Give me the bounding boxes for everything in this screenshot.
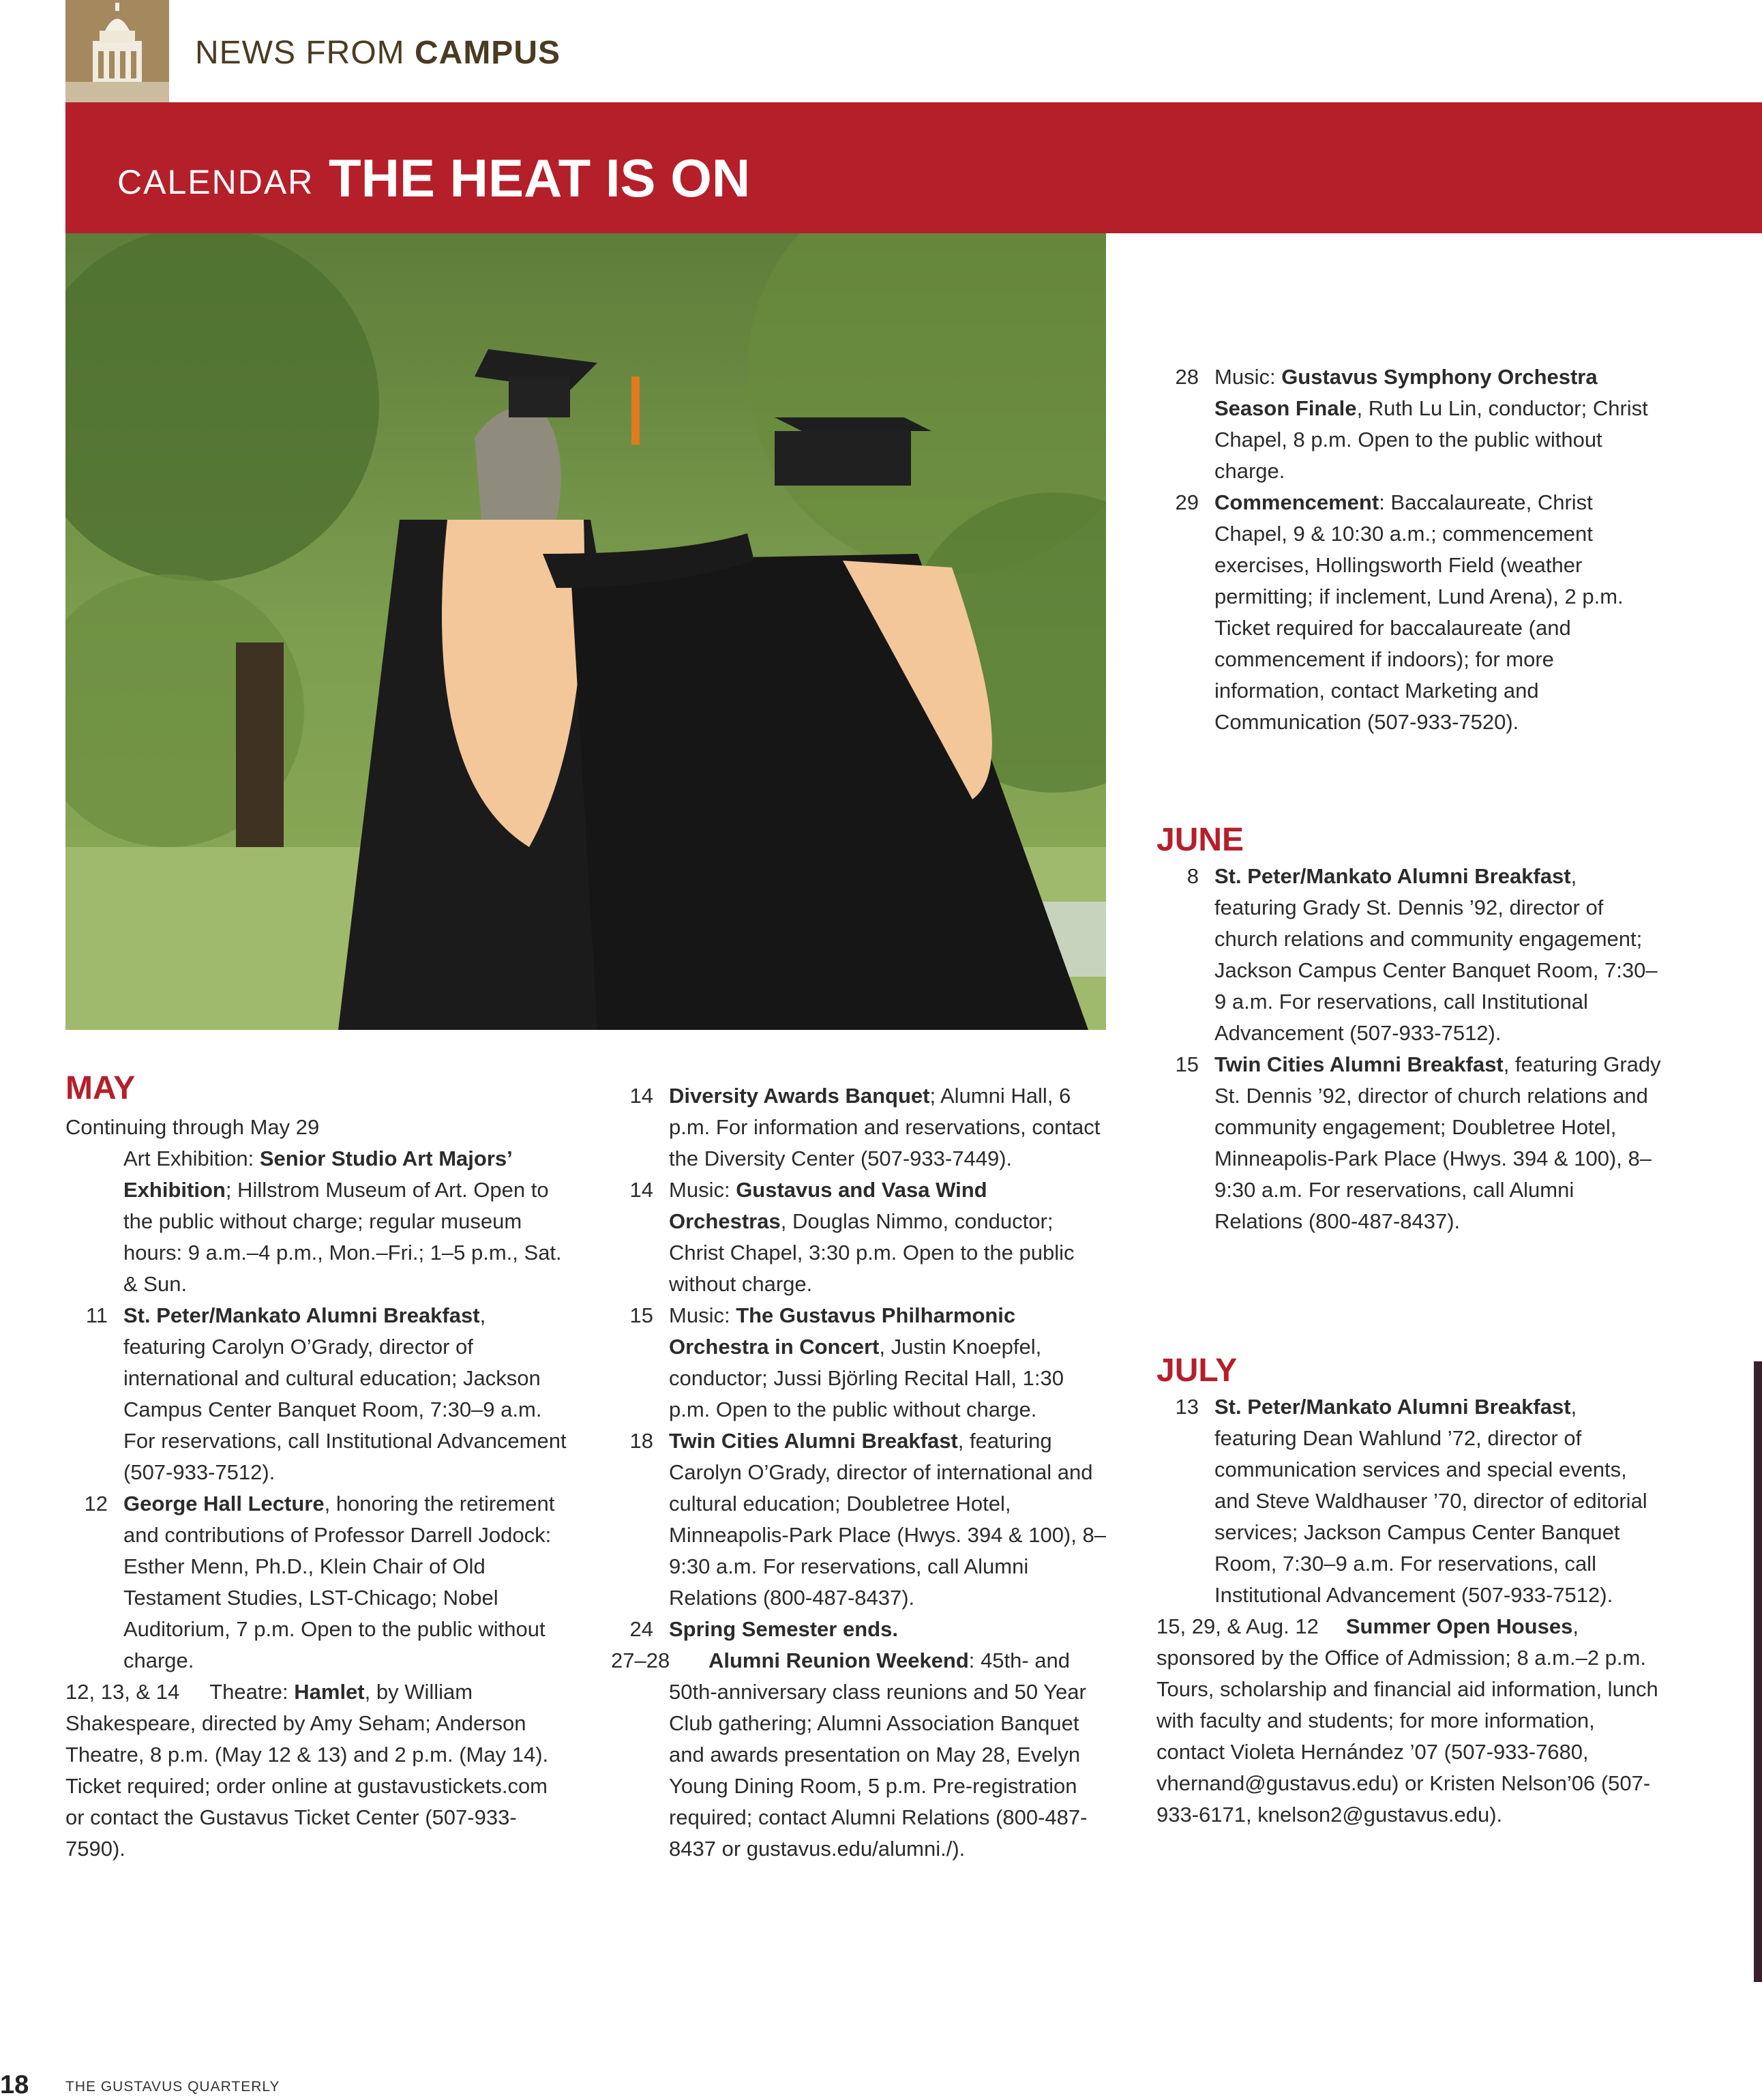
- publication-name: THE GUSTAVUS QUARTERLY: [65, 2079, 280, 2095]
- event-may-12-13-14: 12, 13, & 14 Theatre: Hamlet, by William Shakespeare, directed by Amy Seham; Anderson Theatre, 8 p.m. (May 12 & 13) and 2 p.m. (May 14). Ticket required; order online at gustavustickets.com or contact the Gustavus Ticket Center (507-933-7590).: [65, 1680, 549, 1861]
- event-may-15: 15 Music: The Gustavus Philharmonic Orchestra in Concert, Justin Knoepfel, conductor; Jussi Björling Recital Hall, 1:30 p.m. Open to the public without charge.: [629, 1303, 1064, 1421]
- june-column: [1156, 861, 1661, 1237]
- section-header: [195, 34, 561, 72]
- month-heading-july: JULY: [1156, 1352, 1238, 1389]
- page-number: 18: [0, 2071, 29, 2099]
- july-column: [1156, 1391, 1661, 1831]
- page-edge-tab: [1754, 1361, 1762, 1982]
- event-july-13: 13 St. Peter/Mankato Alumni Breakfast, featuring Dean Wahlund ’72, director of communication services and special events, and Steve Waldhauser ’70, director of editorial services; Jackson Campus Center Banquet Room, 7:30–9 a.m. For reservations, call Institutional Advancement (507-933-7512).: [1175, 1395, 1647, 1607]
- event-may-14-banquet: 14 Diversity Awards Banquet; Alumni Hall, 6 p.m. For information and reservations, contact the Diversity Center (507-933-7449).: [629, 1084, 1101, 1170]
- event-june-8: 8 St. Peter/Mankato Alumni Breakfast, featuring Grady St. Dennis ’92, director of church relations and community engagement; Jackson Campus Center Banquet Room, 7:30–9 a.m. For reservations, call Institutional Advancement (507-933-7512).: [1186, 864, 1658, 1045]
- event-may-29: 29 Commencement: Baccalaureate, Christ Chapel, 9 & 10:30 a.m.; commencement exercises, Hollingsworth Field (weather permitting; if inclement, Lund Arena), 2 p.m. Ticket required for baccalaureate (and commencement if indoors); for more information, contact Marketing and Communication (507-933-7520).: [1175, 490, 1624, 734]
- title-banner: [65, 102, 1762, 233]
- event-may-24: 24 Spring Semester ends.: [629, 1617, 898, 1641]
- month-heading-may: MAY: [65, 1070, 136, 1106]
- section-bold: CAMPUS: [414, 35, 561, 71]
- event-art-exhibition: Art Exhibition: Senior Studio Art Majors’ Exhibition; Hillstrom Museum of Art. Open to the public without charge; regular museum hours: 9 a.m.–4 p.m., Mon.–Fri.; 1–5 p.m., Sat. & Sun.: [123, 1147, 562, 1296]
- event-may-12: 12 George Hall Lecture, honoring the retirement and contributions of Professor Darrell Jodock: Esther Menn, Ph.D., Klein Chair of Old Testament Studies, LST-Chicago; Nobel Auditorium, 7 p.m. Open to the public without charge.: [84, 1492, 555, 1672]
- calendar-label: CALENDAR: [117, 163, 314, 201]
- event-may-11: 11 St. Peter/Mankato Alumni Breakfast, featuring Carolyn O’Grady, director of international and cultural education; Jackson Campus Center Banquet Room, 7:30–9 a.m. For reservations, call Institutional Advancement (507-933-7512).: [85, 1303, 567, 1484]
- event-may-28: 28 Music: Gustavus Symphony Orchestra Season Finale, Ruth Lu Lin, conductor; Christ Chapel, 8 p.m. Open to the public without charge.: [1175, 365, 1648, 483]
- may-column-2: [611, 1080, 1109, 1865]
- event-june-15: 15 Twin Cities Alumni Breakfast, featuring Grady St. Dennis ’92, director of church relations and community engagement; Doubletree Hotel, Minneapolis-Park Place (Hwys. 394 & 100), 8–9:30 a.m. For reservations, call Alumni Relations (800-487-8437).: [1175, 1052, 1661, 1233]
- may-column-1: [65, 1112, 570, 1865]
- campus-logo: [65, 0, 169, 102]
- event-may-14-music: 14 Music: Gustavus and Vasa Wind Orchestras, Douglas Nimmo, conductor; Christ Chapel, 3:30 p.m. Open to the public without charge.: [629, 1178, 1075, 1296]
- month-heading-june: JUNE: [1156, 822, 1244, 858]
- graduation-photo: [65, 233, 1106, 1030]
- section-prefix: NEWS FROM: [195, 35, 405, 71]
- event-may-18: 18 Twin Cities Alumni Breakfast, featuring Carolyn O’Grady, director of international and cultural education; Doubletree Hotel, Minneapolis-Park Place (Hwys. 394 & 100), 8–9:30 a.m. For reservations, call Alumni Relations (800-487-8437).: [629, 1429, 1106, 1610]
- continuing-label: Continuing through May 29: [65, 1115, 320, 1139]
- event-may-27-28: 27–28 Alumni Reunion Weekend: 45th- and 50th-anniversary class reunions and 50 Year Club gathering; Alumni Association Banquet and awards presentation on May 28, Evelyn Young Dining Room, 5 p.m. Pre-registration required; contact Alumni Relations (800-487-8437 or gustavus.edu/alumni./).: [611, 1648, 1088, 1861]
- may-column-3: [1156, 361, 1661, 738]
- event-summer-open-houses: 15, 29, & Aug. 12 Summer Open Houses, sponsored by the Office of Admission; 8 a.m.–2 p.m. Tours, scholarship and financial aid information, lunch with faculty and students; for more information, contact Violeta Hernández ’07 (507-933-7680, vhernand@gustavus.edu) or Kristen Nelson’06 (507-933-6171, knelson2@gustavus.edu).: [1156, 1614, 1658, 1827]
- page-title: THE HEAT IS ON: [329, 148, 751, 208]
